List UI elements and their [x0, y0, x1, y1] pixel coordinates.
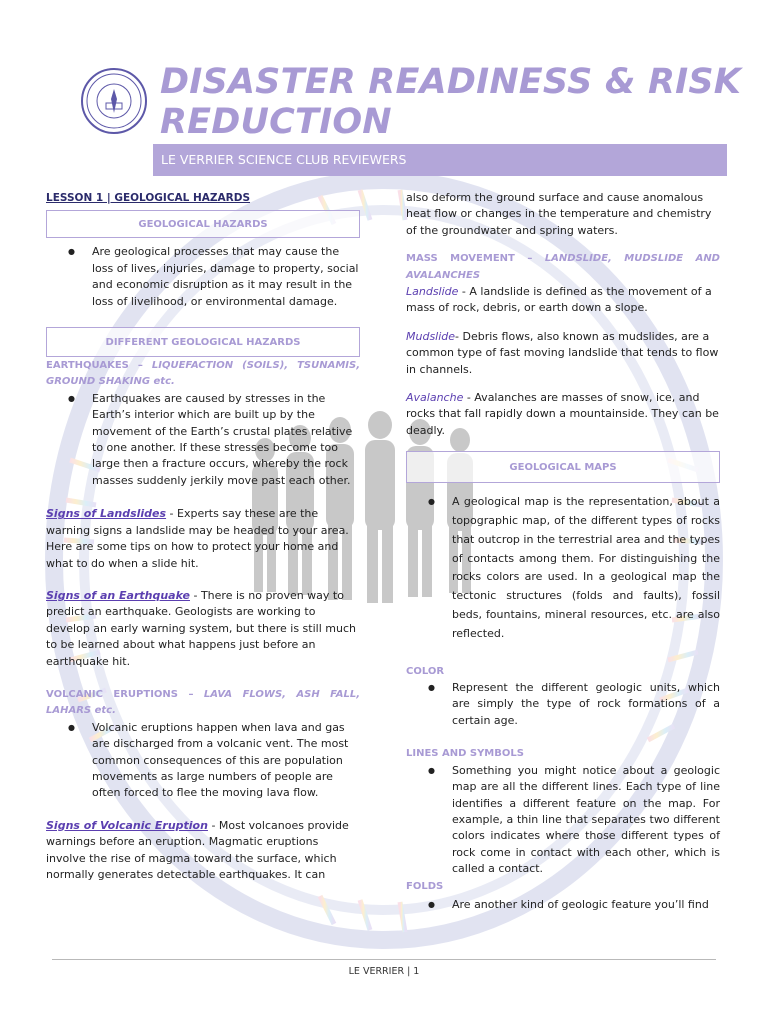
different-hazards-box: DIFFERENT GEOLOGICAL HAZARDS — [46, 327, 360, 357]
earthquake-bullet: ● Earthquakes are caused by stresses in the Earth’s interior which are built up by the movement of the Earth’s crustal plates relative to one another. If these stresses become too large then a fracture occurs, whereby the rock masses suddenly jerkily move past each other. — [46, 391, 360, 489]
color-heading: COLOR — [406, 665, 445, 677]
lesson-heading: LESSON 1 | GEOLOGICAL HAZARDS — [46, 192, 251, 204]
page-footer: LE VERRIER | 1 — [348, 966, 420, 977]
definition-bullet: ● Are geological processes that may cause the loss of lives, injuries, damage to property, social and economic disruption as it may result in the loss of livelihood, or environmental damage. — [46, 244, 360, 310]
footer-divider — [52, 959, 716, 960]
mudslide-paragraph: Mudslide- Debris flows, also known as mudslides, are a common type of fast moving landslide that tends to flow in channels. — [406, 329, 719, 376]
earthquakes-heading: EARTHQUAKES – LIQUEFACTION (SOILS), TSUNAMIS, GROUND SHAKING etc. — [46, 360, 360, 388]
continuation-paragraph: also deform the ground surface and cause anomalous heat flow or changes in the temperature and chemistry of the groundwater and spring waters. — [406, 191, 712, 237]
volcano-signs-paragraph: Signs of Volcanic Eruption - Most volcanoes provide warnings before an eruption. Magmatic eruptions involve the rise of magma toward the surface, which normally generates detectable earthquakes. It can — [46, 818, 349, 881]
volcanic-bullet: ● Volcanic eruptions happen when lava and gas are discharged from a volcanic vent. The most common consequences of this are population movements as large numbers of people are often forced to flee the moving lava flow. — [46, 720, 360, 802]
document-title: DISASTER READINESS & RISK REDUCTION — [160, 62, 742, 142]
lines-bullet: ● Something you might notice about a geologic map are all the different lines. Each type of line identifies a different feature on the map. For example, a thin line that separates two different colors indicates where those different types of rock come in contact with each other, which is called a contact. — [406, 763, 720, 878]
left-column — [46, 190, 360, 883]
landslide-signs-paragraph: Signs of Landslides - Experts say these are the warning signs a landslide may be headed to your area. Here are some tips on how to protect your home and what to do when a slide hit. — [46, 507, 349, 570]
folds-bullet: ● Are another kind of geologic feature you’ll find — [406, 897, 720, 913]
subtitle-bar: LE VERRIER SCIENCE CLUB REVIEWERS — [153, 144, 727, 176]
folds-heading: FOLDS — [406, 880, 444, 892]
geological-maps-box: GEOLOGICAL MAPS — [406, 451, 720, 483]
volcanic-heading: VOLCANIC ERUPTIONS – LAVA FLOWS, ASH FALL, LAHARS etc. — [46, 688, 360, 717]
school-seal-logo — [80, 67, 148, 135]
signs-of-volcanic-eruption-link[interactable]: Signs of Volcanic Eruption — [46, 818, 208, 832]
maps-bullet: ● A geological map is the representation, about a topographic map, of the different types of rocks that outcrop in the terrestrial area and the types of contacts among them. For distinguishing the rocks colors are used. In a geological map the tectonic structures (folds and faults), fossil beds, fountains, mineral resources, etc. are also reflected. — [406, 493, 720, 643]
mass-movement-heading: MASS MOVEMENT – LANDSLIDE, MUDSLIDE AND AVALANCHES — [406, 253, 720, 281]
avalanche-paragraph: Avalanche - Avalanches are masses of snow, ice, and rocks that fall rapidly down a mountainside. They can be deadly. — [406, 391, 719, 437]
geological-hazards-box: GEOLOGICAL HAZARDS — [46, 210, 360, 238]
color-bullet: ● Represent the different geologic units, which are simply the type of rock formations of a certain age. — [406, 680, 720, 729]
earthquake-signs-paragraph: Signs of an Earthquake - There is no proven way to predict an earthquake. Geologists are working to develop an early warning system, but there is still much to be learned about what happens just before an earthquake hit. — [46, 588, 356, 668]
signs-of-earthquake-link[interactable]: Signs of an Earthquake — [46, 588, 190, 602]
right-column — [406, 190, 720, 913]
lines-symbols-heading: LINES AND SYMBOLS — [406, 748, 524, 760]
landslide-paragraph: Landslide - A landslide is defined as the movement of a mass of rock, debris, or earth down a slope. — [406, 285, 712, 315]
signs-of-landslides-link[interactable]: Signs of Landslides — [46, 507, 167, 521]
